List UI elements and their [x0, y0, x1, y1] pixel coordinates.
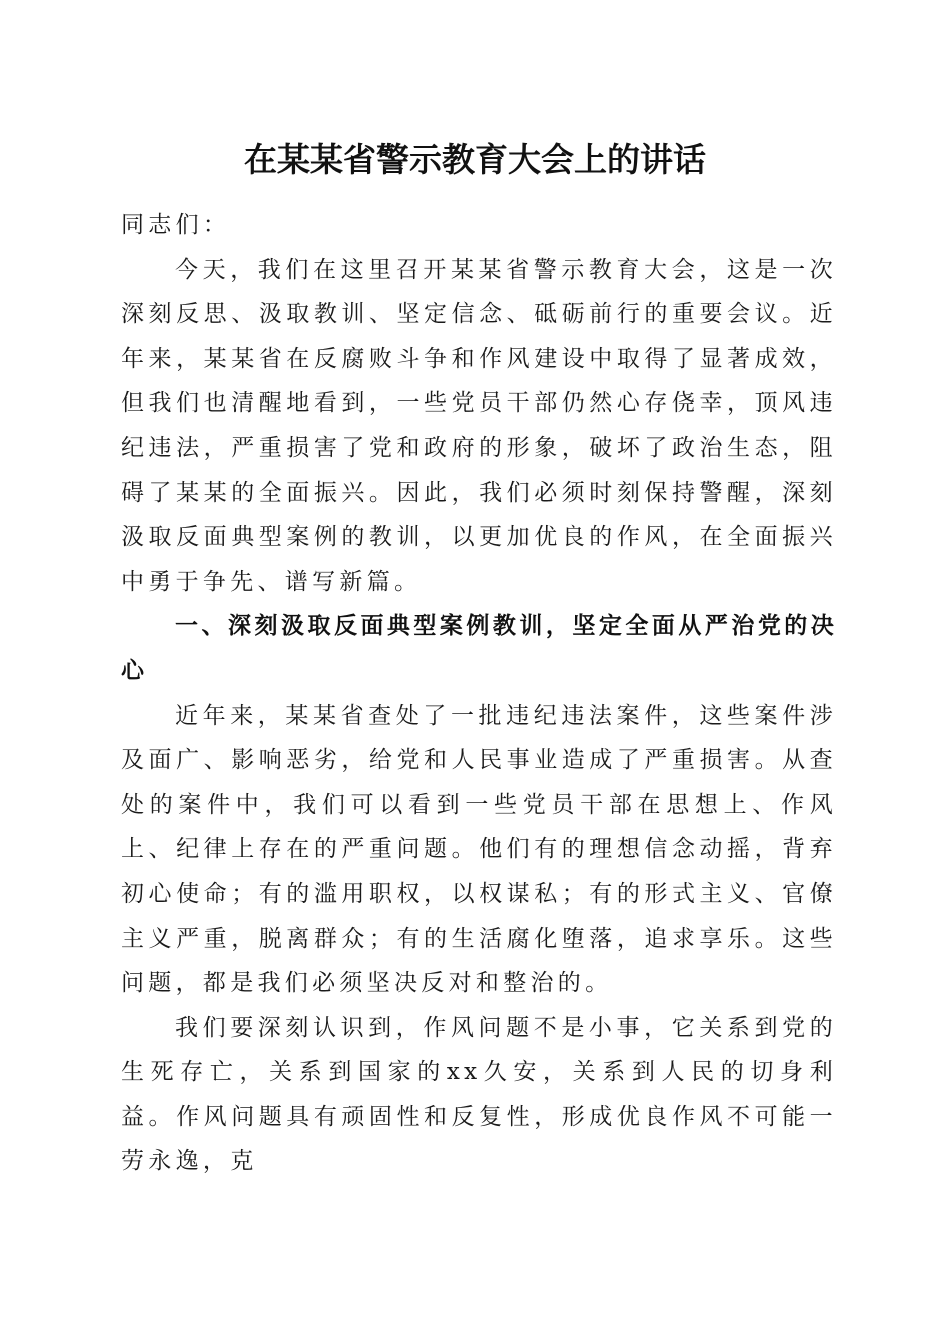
document-body: [121, 203, 837, 1184]
paragraph-intro: 今天，我们在这里召开某某省警示教育大会，这是一次深刻反思、汲取教训、坚定信念、砥砺前行的重要会议。近年来，某某省在反腐败斗争和作风建设中取得了显著成效，但我们也清醒地看到，一些党员干部仍然心存侥幸，顶风违纪违法，严重损害了党和政府的形象，破坏了政治生态，阻碍了某某的全面振兴。因此，我们必须时刻保持警醒，深刻汲取反面典型案例的教训，以更加优良的作风，在全面振兴中勇于争先、谱写新篇。: [121, 256, 837, 595]
paragraph-style: 我们要深刻认识到，作风问题不是小事，它关系到党的生死存亡，关系到国家的xx久安，关系到人民的切身利益。作风问题具有顽固性和反复性，形成优良作风不可能一劳永逸，克: [121, 1014, 837, 1175]
salutation: 同志们：: [121, 212, 231, 238]
section-heading-1: 一、深刻汲取反面典型案例教训，坚定全面从严治党的决心: [121, 613, 837, 684]
paragraph-cases: 近年来，某某省查处了一批违纪违法案件，这些案件涉及面广、影响恶劣，给党和人民事业造成了严重损害。从查处的案件中，我们可以看到一些党员干部在思想上、作风上、纪律上存在的严重问题。他们有的理想信念动摇，背弃初心使命；有的滥用职权，以权谋私；有的形式主义、官僚主义严重，脱离群众；有的生活腐化堕落，追求享乐。这些问题，都是我们必须坚决反对和整治的。: [121, 702, 837, 997]
document-title: 在某某省警示教育大会上的讲话: [244, 140, 706, 179]
